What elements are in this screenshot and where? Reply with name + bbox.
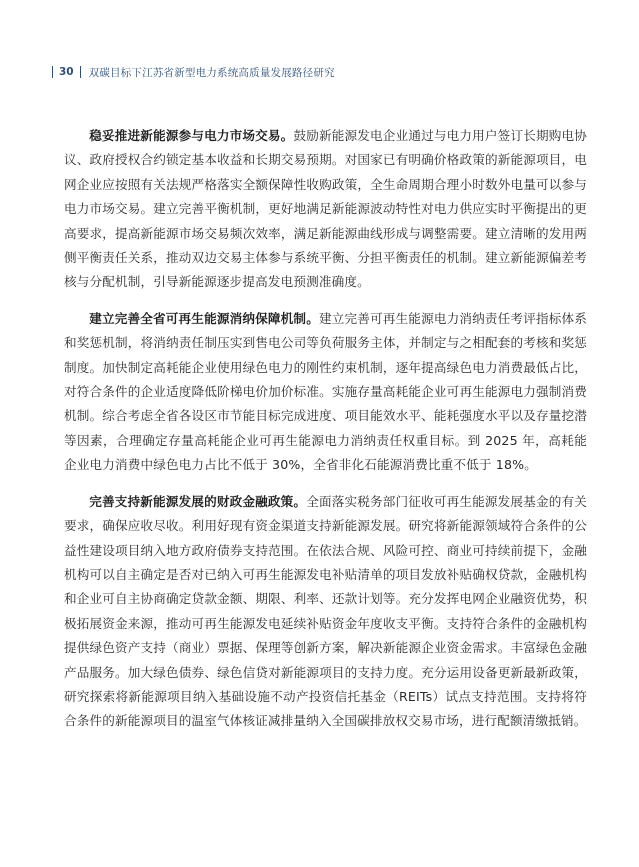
paragraph-lead: 建立完善全省可再生能源消纳保障机制。 [89,310,319,326]
page-number: 30 [59,66,74,78]
paragraph-text: 鼓励新能源发电企业通过与电力用户签订长期购电协议、政府授权合约锁定基本收益和长期交易预期。对国家已有明确价格政策的新能源项目，电网企业应按照有关法规严格落实全额保障性收购政策，全生命周期合理小时数外电量可以参与电力市场交易。建立完善平衡机制，更好地满足新能源波动特性对电力供应实时平衡提出的更高要求，提高新能源市场交易频次效率，满足新能源曲线形成与调整需要。建立清晰的发用两侧平衡责任关系，推动双边交易主体参与系统平衡、分担平衡责任的机制。建立新能源偏差考核与分配机制，引导新能源逐步提高发电预测准确度。 [64,128,588,290]
paragraph-lead: 稳妥推进新能源参与电力市场交易。 [89,128,294,143]
header-divider-right [80,66,81,78]
document-title: 双碳目标下江苏省新型电力系统高质量发展路径研究 [88,66,335,79]
paragraph-text: 全面落实税务部门征收可再生能源发展基金的有关要求，确保应收尽收。利用好现有资金渠道支持新能源发展。研究将新能源领域符合条件的公益性建设项目纳入地方政府债券支持范围。在依法合规、风险可控、商业可持续前提下，金融机构可以自主确定是否对已纳入可再生能源发电补贴清单的项目发放补贴确权贷款，金融机构和企业可自主协商确定贷款金额、期限、利率、还款计划等。充分发挥电网企业融资优势，积极拓展资金来源，推动可再生能源发电延续补贴资金年度收支平衡。支持符合条件的金融机构提供绿色资产支持（商业）票据、保理等创新方案，解决新能源企业资金需求。丰富绿色金融产品服务。加大绿色债券、绿色信贷对新能源项目的支持力度。充分运用设备更新最新政策，研究探索将新能源项目纳入基础设施不动产投资信托基金（REITs）试点支持范围。支持将符合条件的新能源项目的温室气体核证减排量纳入全国碳排放权交易市场，进行配额清缴抵销。 [64,493,587,729]
paragraph-finance-policy [64,490,587,734]
paragraph-consumption-guarantee [64,307,587,478]
header-divider-left [52,66,53,78]
paragraph-text: 建立完善可再生能源电力消纳责任考评指标体系和奖惩机制，将消纳责任制压实到售电公司等负荷服务主体，并制定与之相配套的考核和奖惩制度。加快制定高耗能企业使用绿色电力的刚性约束机制，逐年提高绿色电力消费最低占比，对符合条件的企业适度降低阶梯电价加价标准。实施存量高耗能企业可再生能源电力强制消费机制。综合考虑全省各设区市节能目标完成进度、项目能效水平、能耗强度水平以及存量挖潜等因素，合理确定存量高耗能企业可再生能源电力消纳责任权重目标。到 2025 年，高耗能企业电力消费中绿色电力占比不低于 30%，全省非化石能源消费比重不低于 18%。 [64,310,587,473]
page-body [64,124,587,746]
running-header [52,64,335,80]
paragraph-lead: 完善支持新能源发展的财政金融政策。 [89,493,307,509]
paragraph-market-trading [64,124,587,295]
